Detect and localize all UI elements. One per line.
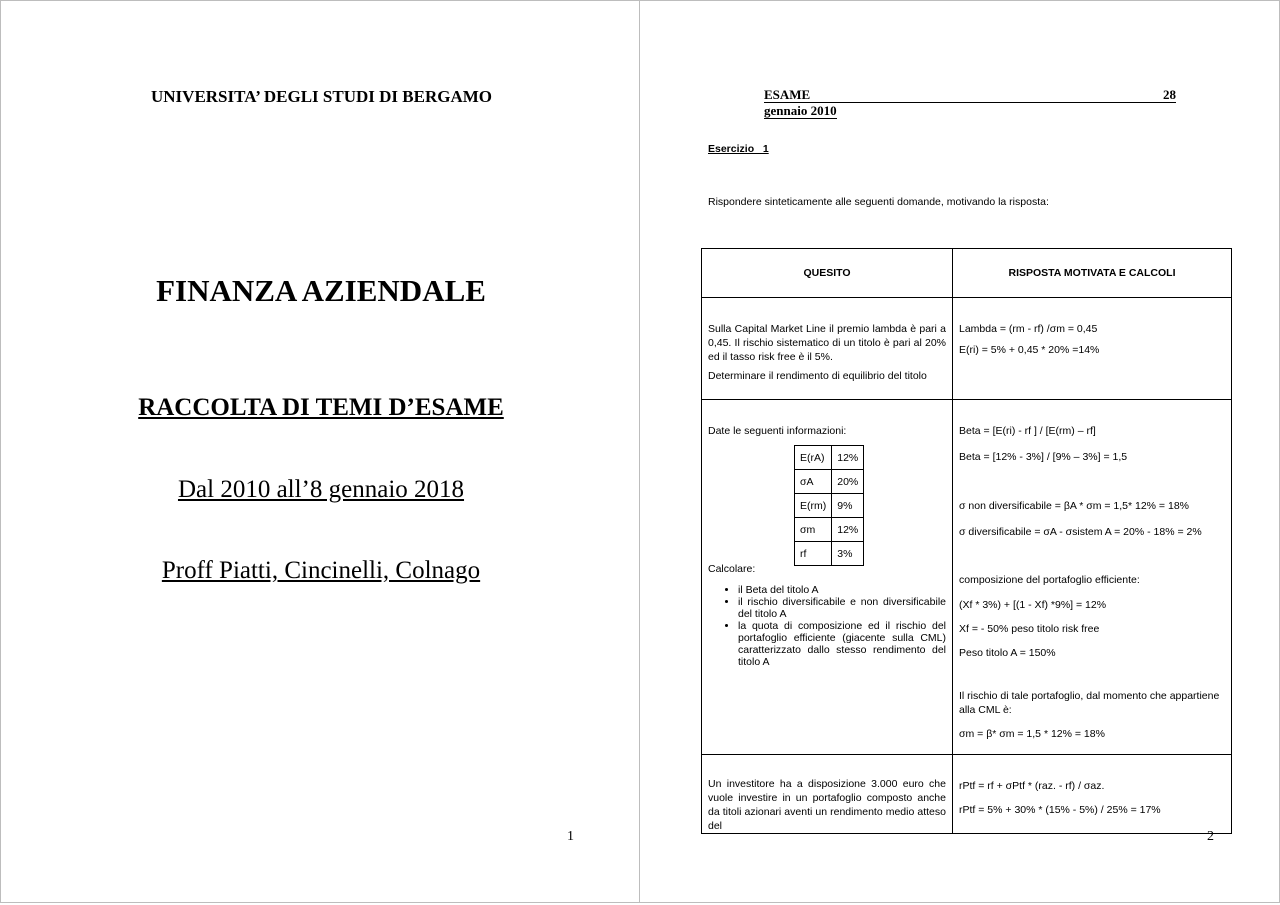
exercise-title: Esercizio 1: [708, 143, 769, 155]
info-label: E(rm): [795, 494, 832, 518]
answer-line: rPtf = rf + σPtf * (raz. - rf) / σaz.: [959, 780, 1105, 792]
exam-header: [764, 87, 1176, 119]
answer-line: Peso titolo A = 150%: [959, 647, 1056, 659]
info-label: σA: [795, 470, 832, 494]
table-row: [702, 755, 1232, 834]
list-item: • il rischio diversificabile e non diversificabile del titolo A: [738, 596, 946, 620]
table-row: [702, 298, 1232, 400]
professors: Proff Piatti, Cincinelli, Colnago: [161, 557, 481, 584]
page-number: 1: [567, 829, 574, 844]
exam-label: ESAME: [764, 87, 811, 102]
question-task: Determinare il rendimento di equilibrio del titolo: [708, 370, 927, 382]
list-item: • il Beta del titolo A: [738, 584, 946, 596]
question-text: Sulla Capital Market Line il premio lambda è pari a 0,45. Il rischio sistematico di un titolo è pari al 20% ed il tasso risk free è il 5%.: [708, 323, 946, 363]
info-label: E(rA): [795, 446, 832, 470]
answer-line: σm = β* σm = 1,5 * 12% = 18%: [959, 728, 1105, 740]
col-header-quesito: QUESITO: [702, 249, 953, 298]
answer-line: composizione del portafoglio efficiente:: [959, 574, 1140, 586]
answer-line: σ diversificabile = σA - σsistem A = 20% - 18% = 2%: [959, 526, 1202, 538]
answer-line: Il rischio di tale portafoglio, dal momento che appartiene alla CML è:: [959, 690, 1220, 716]
date-range: Dal 2010 all’8 gennaio 2018: [177, 476, 465, 503]
info-value: 3%: [832, 542, 864, 566]
answer-line: E(ri) = 5% + 0,45 * 20% =14%: [959, 344, 1100, 356]
table-header-row: [702, 249, 1232, 298]
info-value: 20%: [832, 470, 864, 494]
answer-line: σ non diversificabile = βA * σm = 1,5* 12% = 18%: [959, 500, 1190, 512]
question-calc: Calcolare:: [708, 563, 756, 575]
bullet-list: [708, 584, 946, 668]
info-row: [795, 494, 864, 518]
page-number: 2: [1207, 829, 1214, 844]
info-value: 12%: [832, 446, 864, 470]
exam-month-year: gennaio 2010: [764, 103, 837, 118]
question-text: Un investitore ha a disposizione 3.000 euro che vuole investire in un portafoglio composto anche da titoli azionari aventi un rendimento medio atteso del: [708, 778, 946, 832]
info-label: σm: [795, 518, 832, 542]
answer-line: Lambda = (rm - rf) /σm = 0,45: [959, 323, 1098, 335]
answer-line: rPtf = 5% + 30% * (15% - 5%) / 25% = 17%: [959, 804, 1161, 816]
list-item: • la quota di composizione ed il rischio del portafoglio efficiente (giacente sulla CML) caratterizzato dallo stesso rendimento del titolo A: [738, 620, 946, 668]
col-header-risposta: RISPOSTA MOTIVATA E CALCOLI: [953, 249, 1232, 298]
info-label: rf: [795, 542, 832, 566]
document-subtitle: RACCOLTA DI TEMI D’ESAME: [138, 394, 504, 421]
answer-line: Beta = [12% - 3%] / [9% – 3%] = 1,5: [959, 451, 1128, 463]
instruction-text: Rispondere sinteticamente alle seguenti domande, motivando la risposta:: [708, 196, 1049, 208]
info-row: [795, 446, 864, 470]
document-title: FINANZA AZIENDALE: [156, 273, 486, 308]
answer-line: (Xf * 3%) + [(1 - Xf) *9%] = 12%: [959, 599, 1107, 611]
exam-day: 28: [1163, 87, 1176, 102]
info-table: [794, 445, 864, 566]
question-intro: Date le seguenti informazioni:: [708, 425, 847, 437]
left-page: [0, 0, 640, 903]
answer-line: Xf = - 50% peso titolo risk free: [959, 623, 1100, 635]
answer-line: Beta = [E(ri) - rf ] / [E(rm) – rf]: [959, 425, 1096, 437]
info-row: [795, 470, 864, 494]
info-value: 12%: [832, 518, 864, 542]
right-page: [639, 0, 1280, 903]
info-row: [795, 518, 864, 542]
info-value: 9%: [832, 494, 864, 518]
university-name: UNIVERSITA’ DEGLI STUDI DI BERGAMO: [151, 87, 492, 106]
exam-table: [701, 248, 1232, 834]
table-row: [702, 400, 1232, 755]
